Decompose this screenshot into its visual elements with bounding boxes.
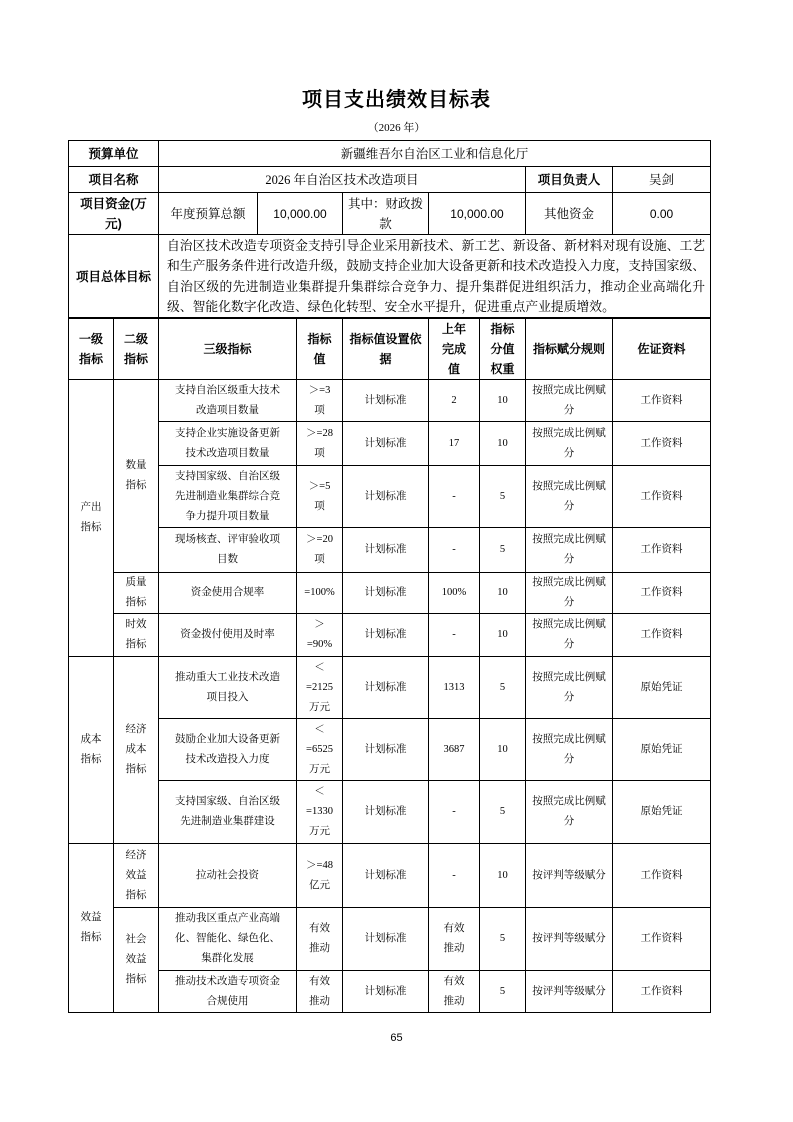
- budget-unit-label: 预算单位: [69, 141, 159, 167]
- last-year-value: 1313: [429, 657, 480, 719]
- level1-output: 产出指标: [69, 380, 114, 657]
- evidence: 工作资料: [613, 971, 711, 1013]
- table-row: [69, 781, 711, 844]
- level3-indicator: 鼓励企业加大设备更新技术改造投入力度: [159, 719, 297, 781]
- funds-label: 项目资金(万元): [69, 193, 159, 235]
- year-note: （2026 年）: [367, 122, 426, 134]
- indicator-value: ＜=2125万元: [297, 657, 343, 719]
- table-row: [69, 380, 711, 422]
- indicator-value: ＞=20项: [297, 528, 343, 573]
- evidence: 工作资料: [613, 528, 711, 573]
- last-year-value: 有效推动: [429, 971, 480, 1013]
- header-weight: 指标分值权重: [480, 318, 526, 380]
- table-row: [69, 614, 711, 657]
- score-weight: 10: [480, 844, 526, 908]
- header-level1: 一级指标: [69, 318, 114, 380]
- level2-quantity: 数量指标: [114, 380, 159, 573]
- indicator-table: [68, 317, 711, 1013]
- scoring-rule: 按照完成比例赋分: [526, 422, 613, 466]
- budget-unit-value: 新疆维吾尔自治区工业和信息化厅: [159, 141, 711, 167]
- evidence: 工作资料: [613, 844, 711, 908]
- table-row: [69, 466, 711, 528]
- scoring-rule: 按照完成比例赋分: [526, 781, 613, 844]
- value-basis: 计划标准: [343, 971, 429, 1013]
- indicator-value: ＜=1330万元: [297, 781, 343, 844]
- value-basis: 计划标准: [343, 422, 429, 466]
- scoring-rule: 按照完成比例赋分: [526, 380, 613, 422]
- header-basis: 指标值设置依据: [343, 318, 429, 380]
- evidence: 工作资料: [613, 422, 711, 466]
- owner-label: 项目负责人: [526, 167, 613, 193]
- evidence: 工作资料: [613, 573, 711, 614]
- last-year-value: -: [429, 781, 480, 844]
- table-row: [69, 844, 711, 908]
- score-weight: 10: [480, 573, 526, 614]
- score-weight: 5: [480, 971, 526, 1013]
- score-weight: 5: [480, 908, 526, 971]
- table-row: [69, 719, 711, 781]
- table-row: [69, 971, 711, 1013]
- level3-indicator: 推动技术改造专项资金合规使用: [159, 971, 297, 1013]
- scoring-rule: 按照完成比例赋分: [526, 528, 613, 573]
- fiscal-funds-value: 10,000.00: [429, 193, 526, 235]
- other-funds-value: 0.00: [613, 193, 711, 235]
- level3-indicator: 支持自治区级重大技术改造项目数量: [159, 380, 297, 422]
- table-row: [69, 908, 711, 971]
- score-weight: 5: [480, 781, 526, 844]
- owner-value: 吴剑: [613, 167, 711, 193]
- level1-cost: 成本指标: [69, 657, 114, 844]
- project-info-table: [68, 140, 711, 319]
- evidence: 原始凭证: [613, 719, 711, 781]
- page-number: 65: [390, 1032, 403, 1044]
- project-name-value: 2026 年自治区技术改造项目: [159, 167, 526, 193]
- level3-indicator: 支持国家级、自治区级先进制造业集群综合竞争力提升项目数量: [159, 466, 297, 528]
- scoring-rule: 按评判等级赋分: [526, 971, 613, 1013]
- level2-social-benefit: 社会效益指标: [114, 908, 159, 1013]
- indicator-value: 有效推动: [297, 971, 343, 1013]
- level3-indicator: 推动重大工业技术改造项目投入: [159, 657, 297, 719]
- indicator-value: ＞=5项: [297, 466, 343, 528]
- last-year-value: -: [429, 528, 480, 573]
- value-basis: 计划标准: [343, 781, 429, 844]
- evidence: 工作资料: [613, 614, 711, 657]
- score-weight: 10: [480, 380, 526, 422]
- indicator-value: ＞=3项: [297, 380, 343, 422]
- indicator-value: ＞=28项: [297, 422, 343, 466]
- indicator-value: 有效推动: [297, 908, 343, 971]
- level3-indicator: 资金使用合规率: [159, 573, 297, 614]
- level3-indicator: 拉动社会投资: [159, 844, 297, 908]
- scoring-rule: 按照完成比例赋分: [526, 466, 613, 528]
- table-row: [69, 422, 711, 466]
- overall-goal-label: 项目总体目标: [69, 235, 159, 319]
- indicator-value: =100%: [297, 573, 343, 614]
- table-row: [69, 657, 711, 719]
- value-basis: 计划标准: [343, 380, 429, 422]
- evidence: 原始凭证: [613, 657, 711, 719]
- scoring-rule: 按照完成比例赋分: [526, 657, 613, 719]
- level2-economic-benefit: 经济效益指标: [114, 844, 159, 908]
- annual-budget-value: 10,000.00: [258, 193, 343, 235]
- level3-indicator: 支持企业实施设备更新技术改造项目数量: [159, 422, 297, 466]
- score-weight: 5: [480, 466, 526, 528]
- indicator-value: ＞=90%: [297, 614, 343, 657]
- evidence: 原始凭证: [613, 781, 711, 844]
- level2-timeliness: 时效指标: [114, 614, 159, 657]
- level3-indicator: 推动我区重点产业高端化、智能化、绿色化、集群化发展: [159, 908, 297, 971]
- level3-indicator: 支持国家级、自治区级先进制造业集群建设: [159, 781, 297, 844]
- evidence: 工作资料: [613, 380, 711, 422]
- header-last-year: 上年完成值: [429, 318, 480, 380]
- evidence: 工作资料: [613, 908, 711, 971]
- value-basis: 计划标准: [343, 719, 429, 781]
- indicator-value: ＞=48亿元: [297, 844, 343, 908]
- header-rule: 指标赋分规则: [526, 318, 613, 380]
- value-basis: 计划标准: [343, 466, 429, 528]
- fiscal-funds-label: 其中：财政拨款: [343, 193, 429, 235]
- score-weight: 10: [480, 614, 526, 657]
- annual-budget-label: 年度预算总额: [159, 193, 258, 235]
- level2-economic-cost: 经济成本指标: [114, 657, 159, 844]
- last-year-value: -: [429, 614, 480, 657]
- value-basis: 计划标准: [343, 528, 429, 573]
- header-evidence: 佐证资料: [613, 318, 711, 380]
- value-basis: 计划标准: [343, 908, 429, 971]
- project-name-label: 项目名称: [69, 167, 159, 193]
- level1-benefit: 效益指标: [69, 844, 114, 1013]
- last-year-value: 有效推动: [429, 908, 480, 971]
- header-value: 指标值: [297, 318, 343, 380]
- level3-indicator: 现场核查、评审验收项目数: [159, 528, 297, 573]
- score-weight: 10: [480, 422, 526, 466]
- header-level2: 二级指标: [114, 318, 159, 380]
- scoring-rule: 按照完成比例赋分: [526, 614, 613, 657]
- page-title: 项目支出绩效目标表: [302, 89, 491, 111]
- value-basis: 计划标准: [343, 573, 429, 614]
- last-year-value: -: [429, 466, 480, 528]
- level3-indicator: 资金拨付使用及时率: [159, 614, 297, 657]
- indicator-value: ＜=6525万元: [297, 719, 343, 781]
- evidence: 工作资料: [613, 466, 711, 528]
- scoring-rule: 按照完成比例赋分: [526, 719, 613, 781]
- scoring-rule: 按评判等级赋分: [526, 844, 613, 908]
- score-weight: 5: [480, 657, 526, 719]
- table-row: [69, 528, 711, 573]
- last-year-value: 100%: [429, 573, 480, 614]
- value-basis: 计划标准: [343, 657, 429, 719]
- last-year-value: -: [429, 844, 480, 908]
- value-basis: 计划标准: [343, 844, 429, 908]
- scoring-rule: 按评判等级赋分: [526, 908, 613, 971]
- other-funds-label: 其他资金: [526, 193, 613, 235]
- scoring-rule: 按照完成比例赋分: [526, 573, 613, 614]
- score-weight: 5: [480, 528, 526, 573]
- last-year-value: 17: [429, 422, 480, 466]
- level2-quality: 质量指标: [114, 573, 159, 614]
- score-weight: 10: [480, 719, 526, 781]
- overall-goal-text: 自治区技术改造专项资金支持引导企业采用新技术、新工艺、新设备、新材料对现有设施、工艺和生产服务条件进行改造升级，鼓励支持企业加大设备更新和技术改造投入力度，支持国家级、自治区级的先进制造业集群提升集群综合竞争力、提升集群促进组织活力，推动企业高端化升级、智能化数字化改造、绿色化转型、安全水平提升，促进重点产业提质增效。: [159, 235, 711, 319]
- last-year-value: 2: [429, 380, 480, 422]
- header-level3: 三级指标: [159, 318, 297, 380]
- last-year-value: 3687: [429, 719, 480, 781]
- header-row: [69, 318, 711, 380]
- table-row: [69, 573, 711, 614]
- value-basis: 计划标准: [343, 614, 429, 657]
